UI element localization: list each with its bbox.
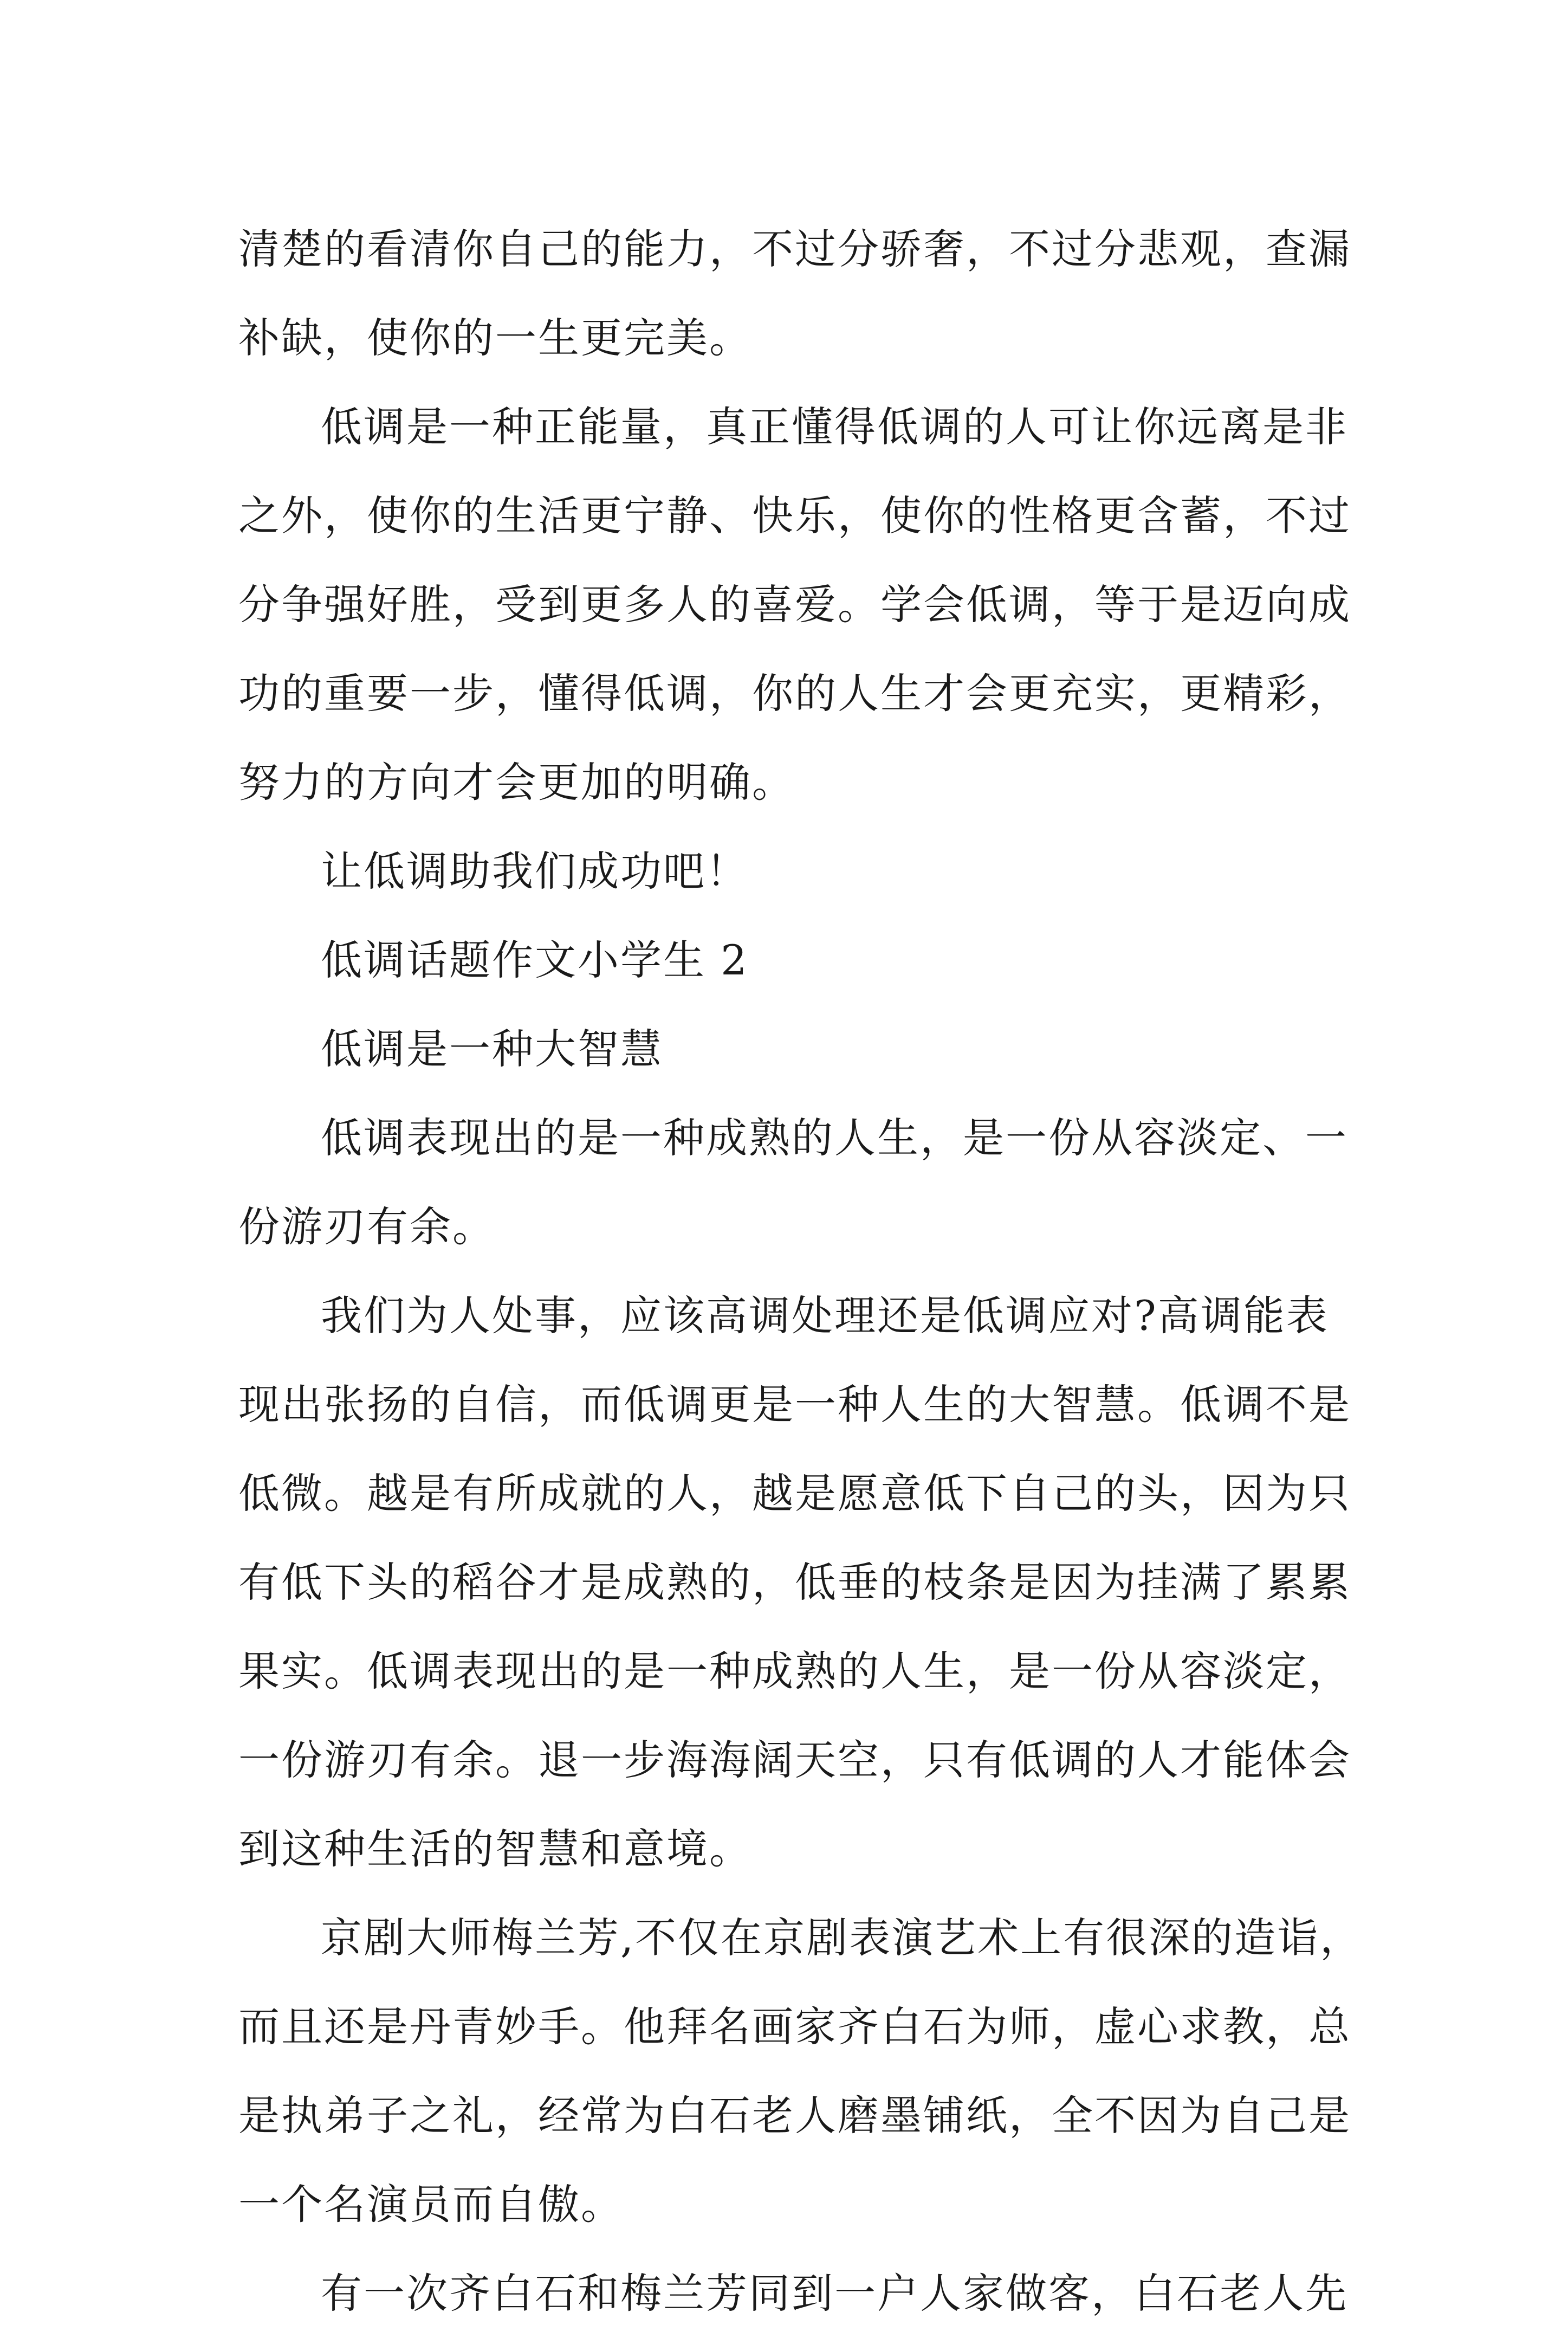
text-line: 一份游刃有余。退一步海海阔天空，只有低调的人才能体会 <box>238 1736 1351 1784</box>
text-line: 低微。越是有所成就的人，越是愿意低下自己的头，因为只 <box>238 1469 1351 1517</box>
text-line: 低调是一种正能量，真正懂得低调的人可让你远离是非 <box>321 403 1348 451</box>
text-line: 补缺，使你的一生更完美。 <box>238 314 752 362</box>
body-text <box>238 205 1363 2338</box>
text-line: 有一次齐白石和梅兰芳同到一户人家做客，白石老人先 <box>321 2269 1348 2317</box>
text-line: 我们为人处事，应该高调处理还是低调应对?高调能表 <box>321 1291 1329 1340</box>
text-line: 是执弟子之礼，经常为白石老人磨墨铺纸，全不因为自己是 <box>238 2091 1351 2140</box>
text-line: 到这种生活的智慧和意境。 <box>238 1825 752 1873</box>
text-line: 努力的方向才会更加的明确。 <box>238 758 795 806</box>
text-line: 份游刃有余。 <box>238 1203 495 1251</box>
text-line: 让低调助我们成功吧！ <box>321 847 749 895</box>
text-line: 功的重要一步，懂得低调，你的人生才会更充实，更精彩， <box>238 669 1351 718</box>
text-line: 低调表现出的是一种成熟的人生，是一份从容淡定、一 <box>321 1114 1348 1162</box>
text-line: 果实。低调表现出的是一种成熟的人生，是一份从容淡定， <box>238 1647 1351 1695</box>
text-line: 分争强好胜，受到更多人的喜爱。学会低调，等于是迈向成 <box>238 580 1351 629</box>
text-line: 之外，使你的生活更宁静、快乐，使你的性格更含蓄，不过 <box>238 492 1351 540</box>
text-line: 清楚的看清你自己的能力，不过分骄奢，不过分悲观，查漏 <box>238 225 1351 273</box>
section-heading: 低调话题作文小学生 2 <box>321 936 749 984</box>
text-line: 有低下头的稻谷才是成熟的，低垂的枝条是因为挂满了累累 <box>238 1558 1351 1606</box>
text-line: 现出张扬的自信，而低调更是一种人生的大智慧。低调不是 <box>238 1380 1351 1429</box>
text-line: 京剧大师梅兰芳,不仅在京剧表演艺术上有很深的造诣， <box>321 1914 1363 1962</box>
text-line: 而且还是丹青妙手。他拜名画家齐白石为师，虚心求教，总 <box>238 2003 1351 2051</box>
essay-title: 低调是一种大智慧 <box>321 1025 663 1073</box>
text-line: 一个名演员而自傲。 <box>238 2180 624 2229</box>
